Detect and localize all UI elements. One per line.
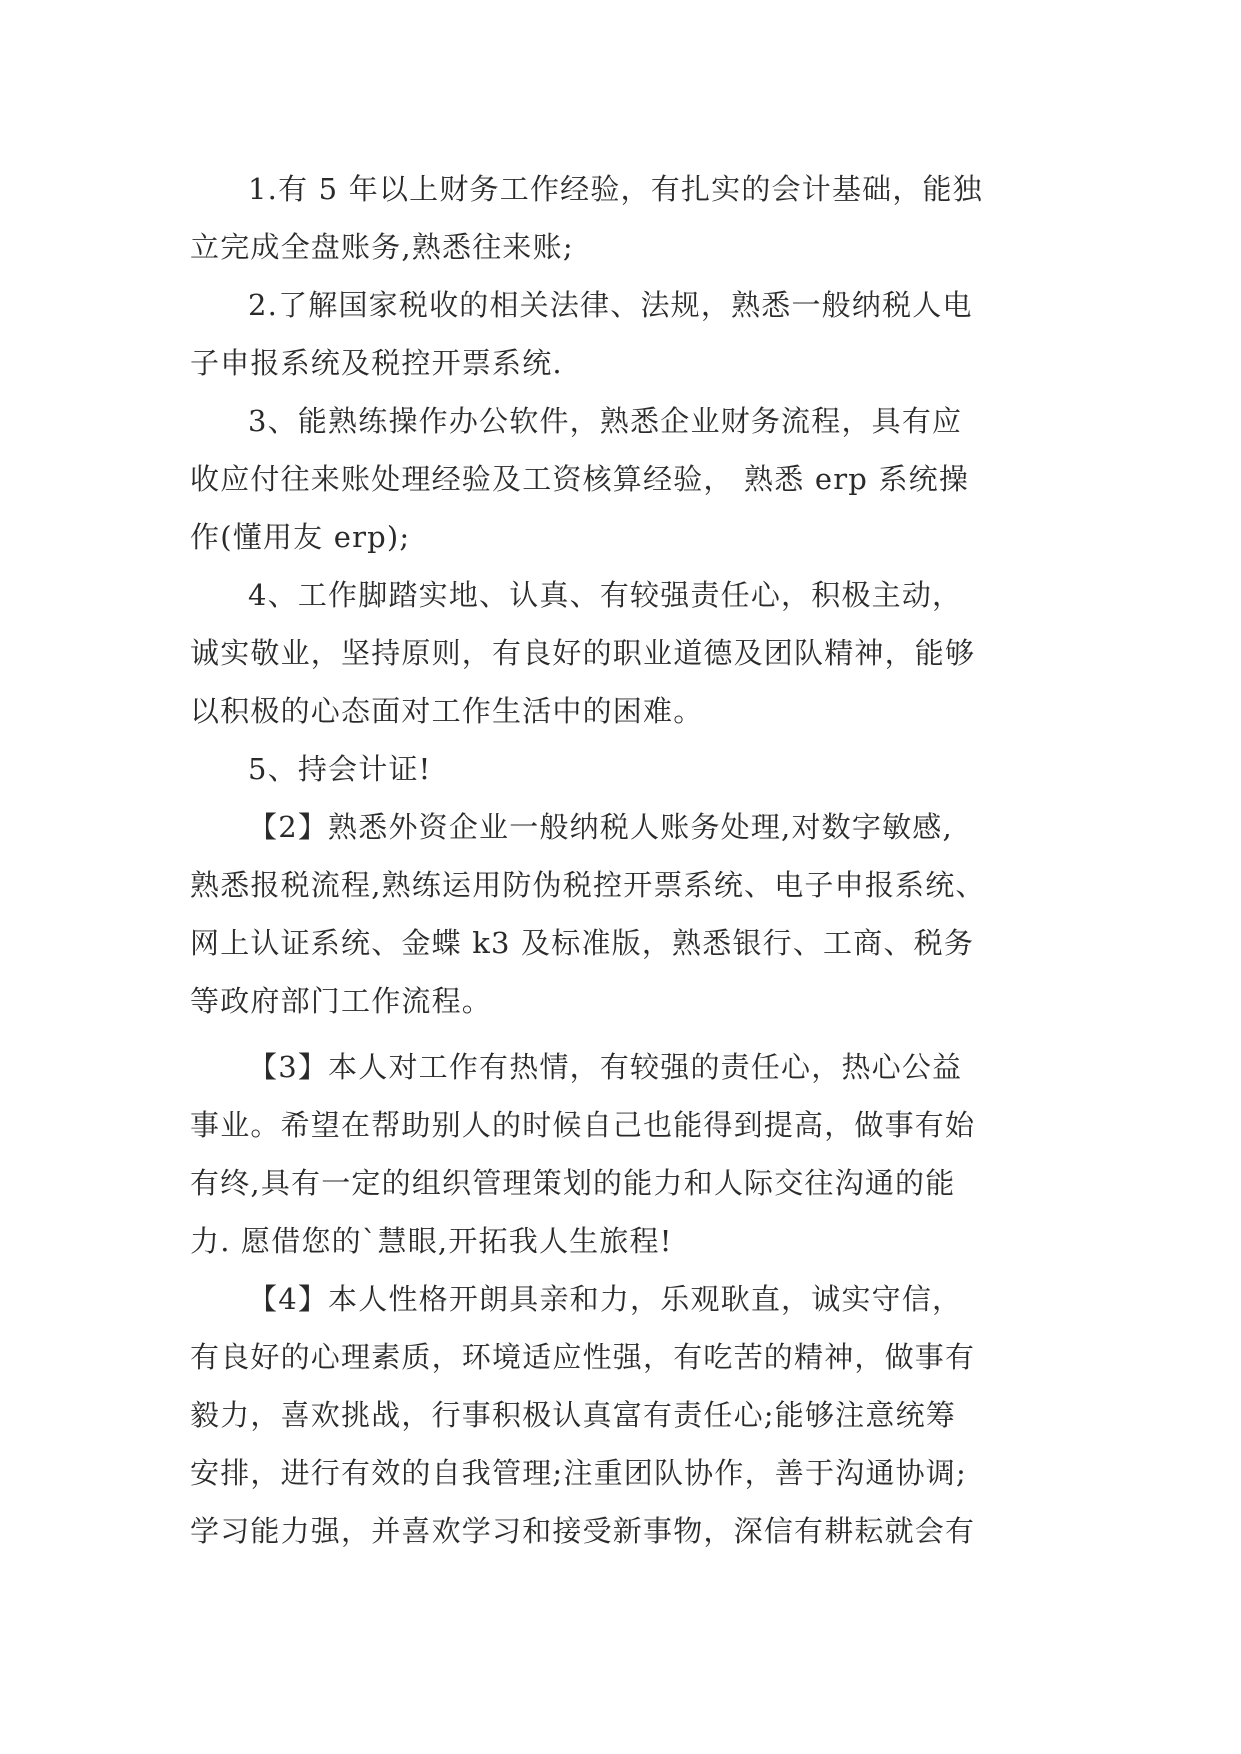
text-line: 有终,具有一定的组织管理策划的能力和人际交往沟通的能	[190, 1166, 956, 1200]
text-line: 1.有 5 年以上财务工作经验，有扎实的会计基础，能独	[248, 172, 983, 206]
text-line: 学习能力强，并喜欢学习和接受新事物，深信有耕耘就会有	[190, 1514, 976, 1548]
document-body	[190, 160, 1070, 1560]
text-line: 子申报系统及税控开票系统.	[190, 346, 563, 380]
text-line: 【4】本人性格开朗具亲和力，乐观耿直，诚实守信，	[248, 1282, 963, 1316]
text-line: 有良好的心理素质，环境适应性强，有吃苦的精神，做事有	[190, 1340, 976, 1374]
text-line: 安排，进行有效的自我管理;注重团队协作，善于沟通协调;	[190, 1456, 967, 1490]
text-line: 收应付往来账处理经验及工资核算经验， 熟悉 erp 系统操	[190, 462, 970, 496]
text-line: 3、能熟练操作办公软件，熟悉企业财务流程，具有应	[248, 404, 963, 438]
text-line: 力. 愿借您的`慧眼,开拓我人生旅程!	[190, 1224, 673, 1258]
text-line: 2.了解国家税收的相关法律、法规，熟悉一般纳税人电	[248, 288, 973, 322]
text-line: 以积极的心态面对工作生活中的困难。	[190, 694, 704, 728]
text-line: 作(懂用友 erp);	[190, 520, 411, 554]
text-line: 毅力，喜欢挑战，行事积极认真富有责任心;能够注意统筹	[190, 1398, 956, 1432]
text-line: 诚实敬业，坚持原则，有良好的职业道德及团队精神，能够	[190, 636, 976, 670]
text-line: 立完成全盘账务,熟悉往来账;	[190, 230, 574, 264]
text-line: 【3】本人对工作有热情，有较强的责任心，热心公益	[248, 1050, 963, 1084]
text-line: 事业。希望在帮助别人的时候自己也能得到提高，做事有始	[190, 1108, 976, 1142]
text-line: 等政府部门工作流程。	[190, 984, 493, 1018]
text-line: 【2】熟悉外资企业一般纳税人账务处理,对数字敏感,	[248, 810, 953, 844]
paragraph-8	[190, 1270, 1070, 1560]
paragraph-2	[190, 276, 1070, 392]
paragraph-1	[190, 160, 1070, 276]
text-line: 5、持会计证!	[248, 752, 432, 786]
paragraph-6	[190, 798, 1070, 1030]
paragraph-4	[190, 566, 1070, 740]
text-line: 熟悉报税流程,熟练运用防伪税控开票系统、电子申报系统、	[190, 868, 986, 902]
text-line: 网上认证系统、金蝶 k3 及标准版，熟悉银行、工商、税务	[190, 926, 975, 960]
paragraph-5	[190, 740, 1070, 798]
paragraph-7	[190, 1038, 1070, 1270]
text-line: 4、工作脚踏实地、认真、有较强责任心，积极主动，	[248, 578, 963, 612]
paragraph-3	[190, 392, 1070, 566]
